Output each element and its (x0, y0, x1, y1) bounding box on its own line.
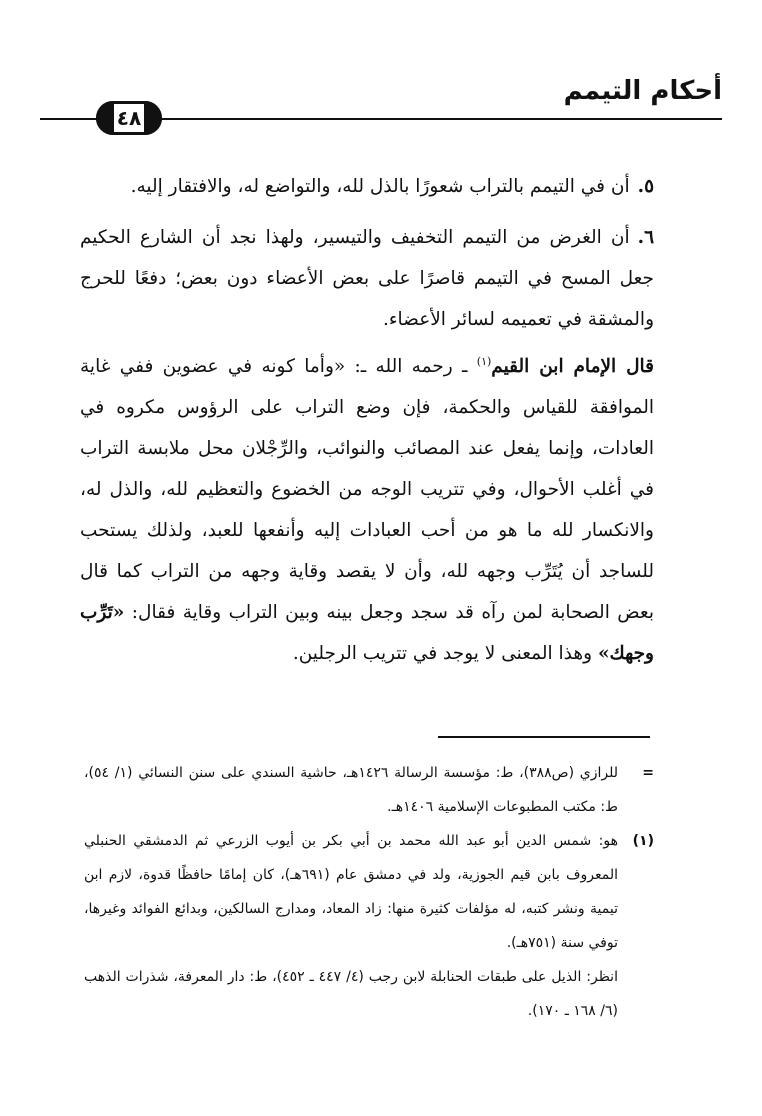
footnote-mark: (١) (632, 833, 654, 849)
quote-emphasis: «تَرِّب وجهك» (80, 602, 654, 664)
main-text (80, 166, 654, 680)
quote-attribution: قال الإمام ابن القيم (491, 356, 654, 377)
footnote-body (84, 824, 618, 1028)
footnote-line: انظر: الذيل على طبقات الحنابلة لابن رجب (٤/ ٤٤٧ ـ ٤٥٢)، ط: دار المعرفة، شذرات الذهب (٦/ ١٦٨ ـ ١٧٠). (84, 969, 618, 1019)
list-item-6-number: ٦. (637, 227, 654, 248)
footnote-separator (438, 736, 650, 738)
page-header-title: أحكام التيمم (563, 76, 722, 106)
footnote-line: للرازي (ص٣٨٨)، ط: مؤسسة الرسالة ١٤٢٦هـ، حاشية السندي على سنن النسائي (١/ ٥٤)، ط: مكتب المطبوعات الإسلامية ١٤٠٦هـ. (84, 765, 619, 815)
quote-ending: وهذا المعنى لا يوجد في تتريب الرجلين. (292, 643, 598, 664)
footnote-reference: (١) (476, 354, 492, 368)
badge-right-cap (144, 101, 162, 135)
footnote-mark: = (642, 765, 654, 781)
list-item-5-text: أن في التيمم بالتراب شعورًا بالذل لله، والتواضع له، والافتقار إليه. (130, 176, 630, 197)
list-item-5-number: ٥. (637, 176, 654, 197)
footnote-continued (84, 756, 654, 824)
list-item-6-text: أن الغرض من التيمم التخفيف والتيسير، ولهذا نجد أن الشارع الحكيم جعل المسح في التيمم قاصرًا على بعض الأعضاء دون بعض؛ دفعًا للحرج والمشقة في تعميمه لسائر الأعضاء. (80, 227, 654, 330)
footnote-1 (84, 824, 654, 1028)
quote-text: ـ رحمه الله ـ: «وأما كونه في عضوين ففي غاية الموافقة للقياس والحكمة، فإن وضع التراب على الرؤوس مكروه في العادات، وإنما يفعل عند المصائب والنوائب، والرِّجْلان محل ملابسة التراب في أغلب الأحوال، وفي تتريب الوجه من الخضوع والتعظيم لله، والذل له، والانكسار لله ما هو من أحب العبادات إليه وأنفعها للعبد، ولذلك يستحب للساجد أن يُتَرِّب وجهه لله، وأن لا يقصد وقاية وجهه من التراب كما قال بعض الصحابة لمن رآه قد سجد وجعل بينه وبين التراب وقاية فقال: (80, 356, 654, 623)
running-header (40, 70, 722, 140)
badge-left-cap (96, 101, 114, 135)
footnote-line: هو: شمس الدين أبو عبد الله محمد بن أبي بكر بن أيوب الزرعي ثم الدمشقي الحنبلي المعروف بابن قيم الجوزية، ولد في دمشق عام (٦٩١هـ)، كان إمامًا حافظًا قدوة، لازم ابن تيمية ونشر كتبه، له مؤلفات كثيرة منها: زاد المعاد، ومدارج السالكين، وبدائع الفوائد وغيرها، توفي سنة (٧٥١هـ). (84, 833, 619, 951)
list-item-5 (80, 166, 654, 207)
page-number-badge (96, 101, 162, 135)
page-number: ٤٨ (116, 106, 142, 130)
footnote-body (84, 756, 618, 824)
footnotes (84, 756, 654, 1028)
quote-paragraph (80, 346, 654, 674)
list-item-6 (80, 217, 654, 340)
